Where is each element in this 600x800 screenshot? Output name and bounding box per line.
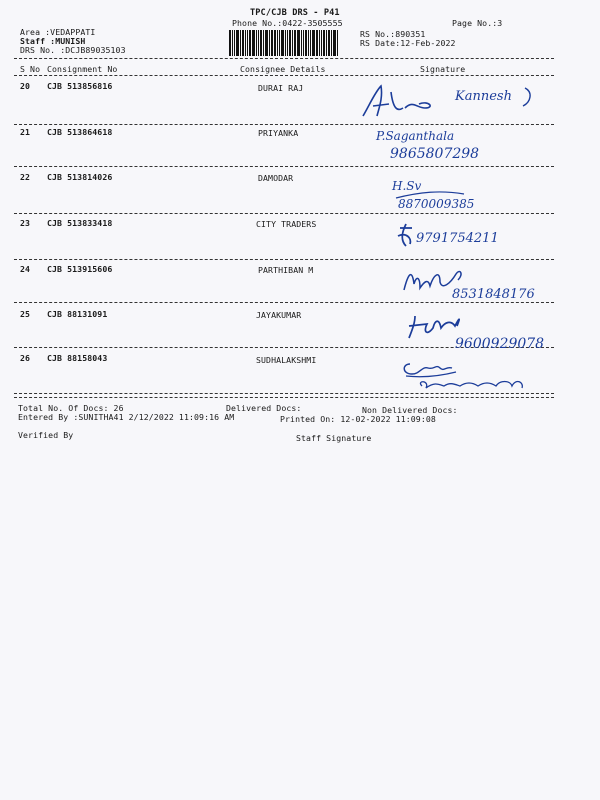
col-header-signature: Signature [420,64,466,74]
row-sno: 22 [20,172,31,182]
row-sno: 25 [20,309,31,319]
barcode-bar [249,30,251,56]
barcode-bar [242,30,244,56]
barcode-bar [337,30,338,56]
printed-on: Printed On: 12-02-2022 11:09:08 [280,414,436,424]
barcode-bar [256,30,257,56]
barcode-bar [277,30,278,56]
row-consignment: CJB 513864618 [47,127,113,137]
barcode-bar [234,30,235,56]
entered-by: Entered By :SUNITHA41 2/12/2022 11:09:16 AM [18,412,235,422]
signature-text: P.Saganthala [376,129,455,143]
barcode-bar [319,30,320,56]
total-docs: Total No. Of Docs: 26 [18,403,124,413]
signature-text: H.Sv [392,179,422,193]
barcode-bar [271,30,273,56]
barcode-bar [265,30,268,56]
barcode-bar [310,30,311,56]
col-header-sno: S No [20,64,41,74]
row-sno: 23 [20,218,31,228]
drs-number: DRS No. :DCJB89035103 [20,45,126,55]
barcode-bar [245,30,246,56]
barcode-bar [252,30,255,56]
barcode-image [229,30,349,56]
barcode-bar [247,30,248,56]
divider [14,58,554,59]
barcode-bar [303,30,304,56]
row-consignee: SUDHALAKSHMI [256,355,317,365]
non-delivered-docs: Non Delivered Docs: [362,405,458,415]
barcode-bar [297,30,300,56]
row-consignee: DURAI RAJ [258,83,304,93]
row-consignment: CJB 88131091 [47,309,108,319]
barcode-bar [263,30,264,56]
barcode-bar [281,30,284,56]
signature-row-20 [355,78,545,128]
row-divider [14,259,554,260]
barcode-bar [305,30,307,56]
signature-phone-note: 9865807298 [390,146,480,162]
signature-row-24 [400,264,550,306]
row-consignment: CJB 513833418 [47,218,113,228]
barcode-bar [328,30,330,56]
rs-number: RS No.:890351 [360,29,426,39]
signature-phone-note: 9791754211 [416,231,499,246]
barcode-bar [229,30,231,56]
staff-signature: Staff Signature [296,433,372,443]
row-consignment: CJB 88158043 [47,353,108,363]
row-sno: 24 [20,264,31,274]
row-consignment: CJB 513915606 [47,264,113,274]
barcode-bar [321,30,322,56]
barcode-bar [269,30,270,56]
signature-row-25 [405,308,575,356]
row-consignee: PRIYANKA [258,128,299,138]
row-sno: 26 [20,353,31,363]
row-consignee: DAMODAR [258,173,294,183]
staff-field: Staff :MUNISH [20,36,86,46]
signature-row-26 [400,356,550,396]
barcode-bar [301,30,302,56]
verified-by: Verified By [18,430,74,440]
barcode-bar [287,30,288,56]
barcode-bar [331,30,332,56]
barcode-bar [289,30,291,56]
barcode-bar [285,30,286,56]
row-consignment: CJB 513856816 [47,81,113,91]
row-consignee: JAYAKUMAR [256,310,302,320]
barcode-bar [279,30,280,56]
barcode-bar [232,30,233,56]
sheet-title: TPC/CJB DRS - P41 [250,8,340,18]
barcode-bar [294,30,296,56]
signature-phone-note: 8531848176 [452,287,535,302]
divider [14,397,554,398]
row-sno: 20 [20,81,31,91]
barcode-bar [236,30,239,56]
signature-row-22 [390,176,540,216]
phone-number: Phone No.:0422-3505555 [232,18,343,28]
signature-phone-note: 8870009385 [398,197,475,211]
barcode-bar [308,30,309,56]
barcode-bar [260,30,262,56]
barcode-bar [240,30,241,56]
signature-row-23 [396,220,526,252]
barcode-bar [258,30,259,56]
row-consignee: PARTHIBAN M [258,265,314,275]
barcode-bar [323,30,325,56]
col-header-consignee: Consignee Details [240,64,326,74]
rs-date: RS Date:12-Feb-2022 [360,38,456,48]
barcode-bar [292,30,293,56]
signature-row-21 [372,126,532,166]
page-number: Page No.:3 [452,18,503,28]
area-field: Area :VEDAPPATI [20,27,96,37]
delivered-docs: Delivered Docs: [226,403,302,413]
row-sno: 21 [20,127,31,137]
row-consignee: CITY TRADERS [256,219,317,229]
barcode-bar [333,30,336,56]
signature-phone-note: 9600929078 [455,336,545,352]
col-header-consignment: Consignment No [47,64,118,74]
barcode-bar [326,30,327,56]
barcode-bar [316,30,318,56]
signature-text: Kannesh [455,89,512,104]
row-consignment: CJB 513814026 [47,172,113,182]
row-divider [14,166,554,167]
barcode-bar [274,30,276,56]
barcode-bar [312,30,315,56]
divider [14,75,554,76]
